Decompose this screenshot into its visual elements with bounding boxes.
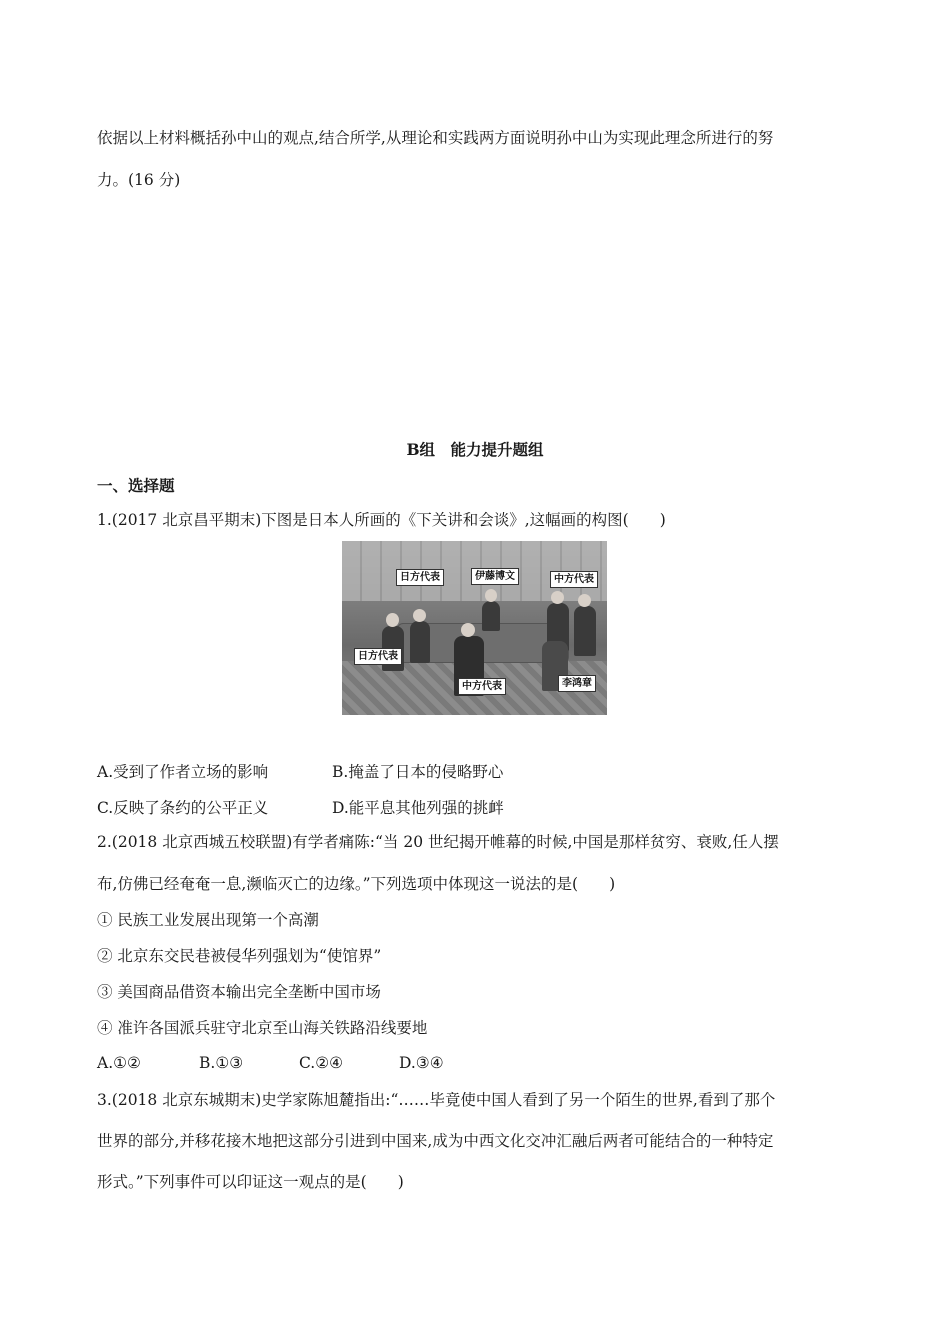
q1-option-a: A.受到了作者立场的影响 bbox=[97, 763, 269, 781]
figure-head bbox=[578, 594, 591, 607]
figure-label-cn-top: 中方代表 bbox=[550, 571, 598, 588]
q1-option-c: C.反映了条约的公平正义 bbox=[97, 799, 269, 817]
q2-item-4: ④ 准许各国派兵驻守北京至山海关铁路沿线要地 bbox=[97, 1019, 428, 1037]
figure-person bbox=[482, 601, 500, 631]
section-title: 一、选择题 bbox=[97, 476, 175, 495]
figure-label-jp-left: 日方代表 bbox=[354, 648, 402, 665]
q2-option-d: D.③④ bbox=[399, 1054, 444, 1072]
q1-option-b: B.掩盖了日本的侵略野心 bbox=[332, 763, 504, 781]
figure-head bbox=[485, 589, 497, 602]
figure-label-li: 李鸿章 bbox=[558, 675, 596, 692]
q1-stem: 1.(2017 北京昌平期末)下图是日本人所画的《下关讲和会谈》,这幅画的构图( ) bbox=[97, 511, 666, 529]
q2-stem-line-1: 2.(2018 北京西城五校联盟)有学者痛陈:“当 20 世纪揭开帷幕的时候,中国是那样贫穷、衰败,任人摆 bbox=[97, 833, 779, 851]
q2-item-3: ③ 美国商品借资本输出完全垄断中国市场 bbox=[97, 983, 381, 1001]
prev-question-line-1: 依据以上材料概括孙中山的观点,结合所学,从理论和实践两方面说明孙中山为实现此理念所进行的努 bbox=[97, 129, 774, 147]
q2-stem-line-2: 布,仿佛已经奄奄一息,濒临灭亡的边缘。”下列选项中体现这一说法的是( ) bbox=[97, 875, 616, 893]
figure-head bbox=[461, 623, 475, 637]
q2-option-c: C.②④ bbox=[299, 1054, 344, 1072]
q3-stem-line-2: 世界的部分,并移花接木地把这部分引进到中国来,成为中西文化交冲汇融后两者可能结合的一种特定 bbox=[97, 1132, 774, 1150]
q2-item-1: ① 民族工业发展出现第一个高潮 bbox=[97, 911, 319, 929]
figure-person bbox=[574, 606, 596, 656]
shimonoseki-negotiation-picture bbox=[342, 541, 607, 715]
q2-item-2: ② 北京东交民巷被侵华列强划为“使馆界” bbox=[97, 947, 382, 965]
figure-label-jp-top: 日方代表 bbox=[396, 569, 444, 586]
figure-head bbox=[551, 591, 564, 604]
figure-head bbox=[386, 613, 399, 627]
figure-label-cn-bottom: 中方代表 bbox=[458, 678, 506, 695]
q3-stem-line-3: 形式。”下列事件可以印证这一观点的是( ) bbox=[97, 1173, 404, 1191]
q2-option-a: A.①② bbox=[97, 1054, 141, 1072]
figure-label-ito: 伊藤博文 bbox=[471, 568, 519, 585]
group-heading: B组 能力提升题组 bbox=[406, 440, 544, 459]
q2-option-b: B.①③ bbox=[199, 1054, 244, 1072]
figure-head bbox=[413, 609, 426, 622]
figure-person bbox=[410, 621, 430, 663]
q1-option-d: D.能平息其他列强的挑衅 bbox=[332, 799, 504, 817]
prev-question-line-2: 力。(16 分) bbox=[97, 171, 181, 189]
q3-stem-line-1: 3.(2018 北京东城期末)史学家陈旭麓指出:“……毕竟使中国人看到了另一个陌生的世界,看到了那个 bbox=[97, 1091, 776, 1109]
